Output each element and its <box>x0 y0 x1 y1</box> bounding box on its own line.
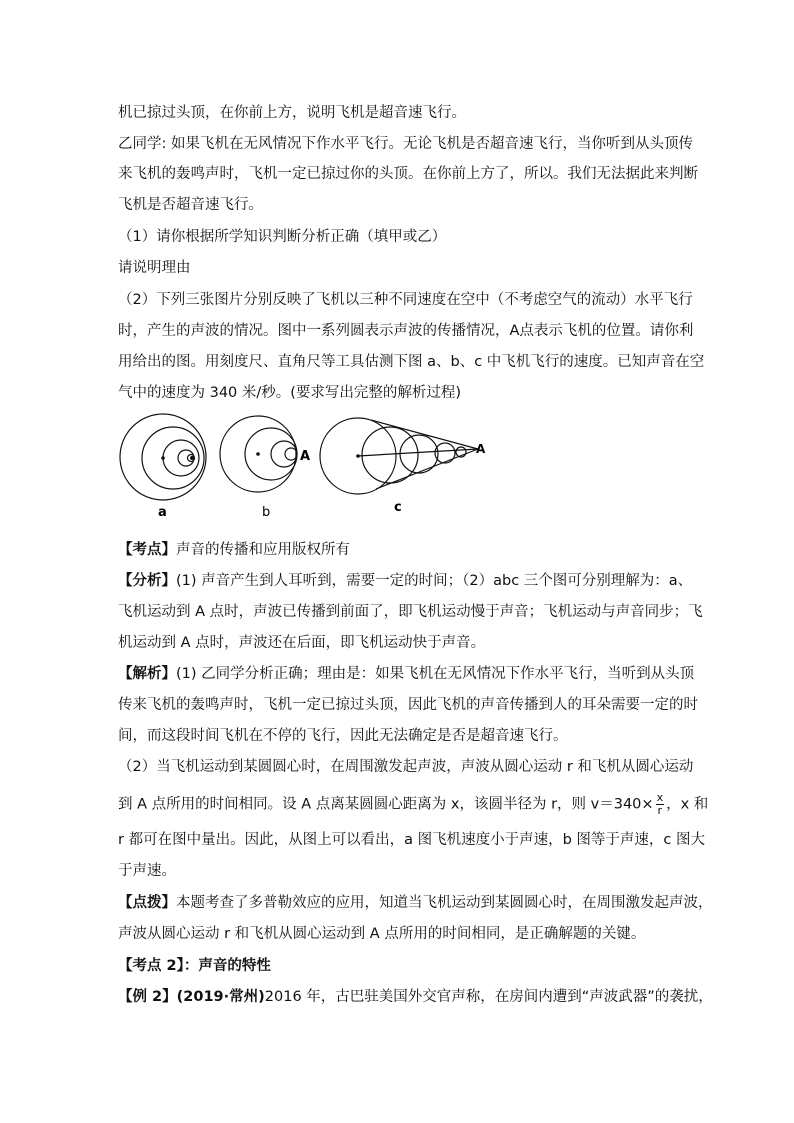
example-2-line <box>118 987 713 1007</box>
figure-a-label: a <box>158 505 167 520</box>
analysis-tag: 【分析】 <box>118 573 176 589</box>
text-line-6: 请说明理由 <box>118 260 191 276</box>
center-dot <box>356 454 360 458</box>
text-line-8: 时，产生的声波的情况。图中一系列圆表示声波的传播情况，A点表示飞机的位置。请你利 <box>118 323 694 339</box>
text-line-1: 机已掠过头顶，在你前上方，说明飞机是超音速飞行。 <box>118 105 466 121</box>
question-1: （1）请你根据所学知识判断分析正确（填甲或乙） <box>118 229 447 245</box>
tip-text: 本题考查了多普勒效应的应用，知道当飞机运动到某圆圆心时，在周围激发起声波， <box>176 895 713 911</box>
text-line-10: 气中的速度为 340 米/秒。(要求写出完整的解析过程) <box>118 385 462 401</box>
mach-cone-upper <box>371 420 478 449</box>
text-line-4: 飞机是否超音速飞行。 <box>118 197 263 213</box>
wave-circle <box>271 441 297 467</box>
figure-c-point-label: A <box>476 442 486 456</box>
text-line-19: （2）当飞机运动到某圆圆心时，在周围激发起声波，声波从圆心运动 r 和飞机从圆心运动 <box>118 759 694 775</box>
solution-line <box>118 664 694 684</box>
kaodian-text: 声音的传播和应用版权所有 <box>176 542 350 558</box>
fraction-denominator: r <box>657 804 663 817</box>
analysis-line <box>118 571 692 591</box>
text-line-3: 来飞机的轰鸣声时，飞机一定已掠过你的头顶。在你前上方了，所以。我们无法据此来判断 <box>118 166 698 182</box>
sound-wave-figure <box>118 412 498 522</box>
tip-tag: 【点拨】 <box>118 895 176 911</box>
figure-b-label: b <box>262 505 271 520</box>
text-line-18: 间，而这段时间飞机在不停的飞行，因此无法确定是否是超音速飞行。 <box>118 728 568 744</box>
solution-tag: 【解析】 <box>118 666 176 682</box>
example-2-tag: 【例 2】(2019·常州) <box>118 989 265 1005</box>
center-dot <box>190 456 194 460</box>
formula-text-after: ，x 和 <box>666 796 709 813</box>
figure-b-point-label: A <box>300 449 311 464</box>
question-2: （2）下列三张图片分别反映了飞机以三种不同速度在空中（不考虑空气的流动）水平飞行 <box>118 292 693 308</box>
section-heading-kaodian-2: 【考点 2】：声音的特性 <box>118 958 271 974</box>
text-line-22: 于声速。 <box>118 863 176 879</box>
formula-text-before: 到 A 点所用的时间相同。设 A 点离某圆圆心距离为 x，该圆半径为 r，则 v＝340× <box>118 796 654 813</box>
text-line-21: r 都可在图中量出。因此，从图上可以看出，a 图飞机速度小于声速，b 图等于声速，c 图大 <box>118 832 705 848</box>
mach-cone-lower <box>376 449 478 489</box>
figure-c-label: c <box>394 500 402 515</box>
text-line-14: 飞机运动到 A 点时，声波已传播到前面了，即飞机运动慢于声音；飞机运动与声音同步；飞 <box>118 604 703 620</box>
fraction-x-over-r <box>656 792 665 817</box>
center-dot <box>256 452 260 456</box>
text-line-15: 机运动到 A 点时，声波还在后面，即飞机运动快于声音。 <box>118 635 486 651</box>
kaodian-line <box>118 540 350 560</box>
solution-text: (1) 乙同学分析正确；理由是：如果飞机在无风情况下作水平飞行，当听到从头顶 <box>176 666 695 682</box>
formula-line <box>118 792 708 817</box>
text-line-17: 传来飞机的轰鸣声时，飞机一定已掠过头顶，因此飞机的声音传播到人的耳朵需要一定的时 <box>118 697 698 713</box>
center-dot <box>161 456 165 460</box>
analysis-text: (1) 声音产生到人耳听到，需要一定的时间；（2）abc 三个图可分别理解为：a、 <box>176 573 693 589</box>
text-line-9: 用给出的图。用刻度尺、直角尺等工具估测下图 a、b、c 中飞机飞行的速度。已知声音在空 <box>118 354 705 370</box>
text-line-2: 乙同学: 如果飞机在无风情况下作水平飞行。无论飞机是否超音速飞行，当你听到从头顶传 <box>118 136 693 152</box>
example-2-text: 2016 年，古巴驻美国外交官声称，在房间内遭到“声波武器”的袭扰， <box>264 989 713 1005</box>
text-line-24: 声波从圆心运动 r 和飞机从圆心运动到 A 点所用的时间相同，是正确解题的关键。 <box>118 926 646 942</box>
wave-circle <box>285 448 297 460</box>
fraction-numerator: x <box>656 791 664 804</box>
tip-line <box>118 893 713 913</box>
kaodian-tag: 【考点】 <box>118 542 176 558</box>
